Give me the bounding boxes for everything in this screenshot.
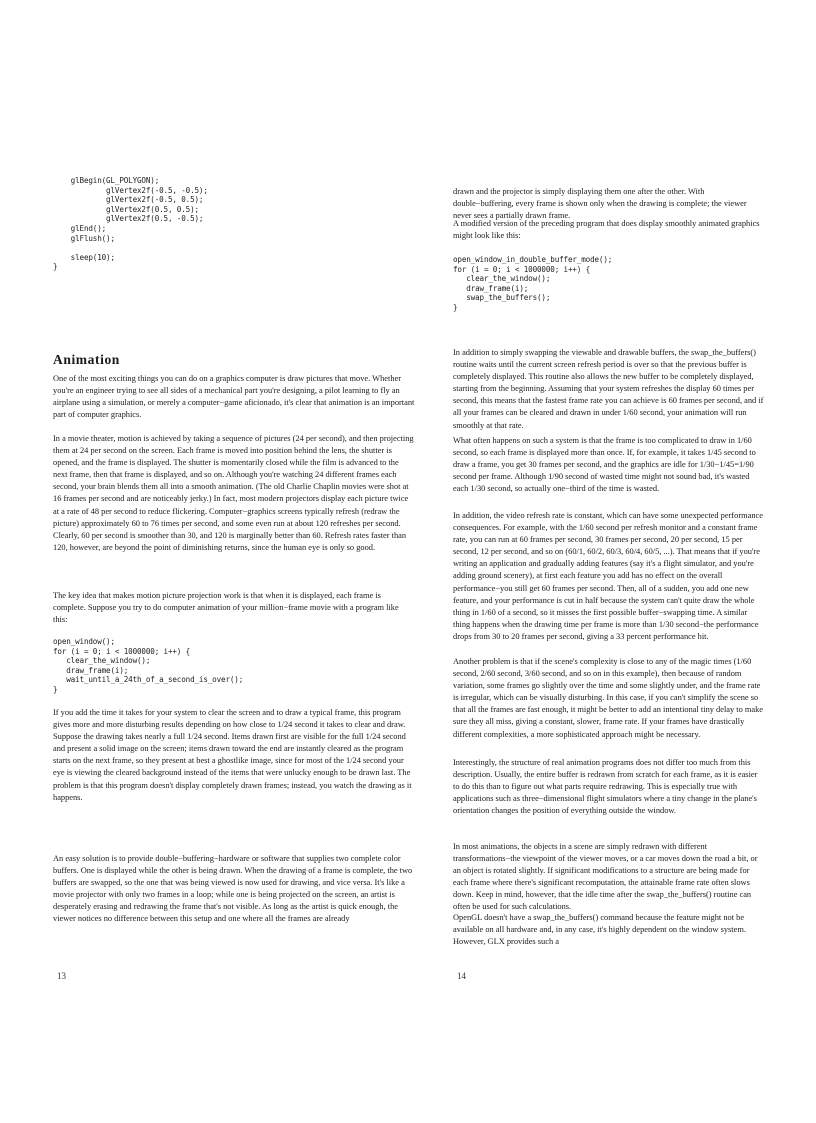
paragraph-opengl-glx: OpenGL doesn't have a swap_the_buffers() command because the feature might not be available on all hardware and, in any case, it's highly dependent on the window system. However, GLX provides such a bbox=[453, 913, 746, 947]
paragraph-intro: One of the most exciting things you can do on a graphics computer is draw pictures that move. Whether you're an engineer trying to see all sides of a mechanical part you're designing, a pilot learning to fly an airplane using a simulation, or merely a computer−game aficionado, it's clear that animation is an important part of computer graphics. bbox=[53, 374, 415, 420]
code-block-polygon: glBegin(GL_POLYGON); glVertex2f(-0.5, -0.5); glVertex2f(-0.5, 0.5); glVertex2f(0.5, 0.5); glVertex2f(0.5, -0.5); glEnd(); glFlush(); sleep(10); } bbox=[53, 176, 208, 272]
paragraph-double-buffering: An easy solution is to provide double−buffering−hardware or software that supplies two complete color buffers. One is displayed while the other is being drawn. When the drawing of a frame is complete, the two buffers are swapped, so the one that was being viewed is now used for drawing, and vice versa. It's like a movie projector with only two frames in a loop; while one is being projected on the screen, an artist is desperately erasing and redrawing the frame that's not visible. As long as the artist is quick enough, the viewer notices no difference between this setup and one where all the frames are already bbox=[53, 854, 413, 924]
code-block-double-buffer: open_window_in_double_buffer_mode(); for (i = 0; i < 1000000; i++) { clear_the_window(); draw_frame(i); swap_the_buffers(); } bbox=[453, 255, 613, 312]
paragraph-key-idea: The key idea that makes motion picture projection work is that when it is displayed, each frame is complete. Suppose you try to do computer animation of your million−frame movie with a program like this: bbox=[53, 591, 399, 625]
paragraph-clear-and-draw: If you add the time it takes for your system to clear the screen and to draw a typical frame, this program gives more and more disturbing results depending on how close to 1/24 second it takes to clear and draw. Suppose the drawing takes nearly a full 1/24 second. Items drawn first are visible for the full 1/24 second and present a solid image on the screen; items drawn toward the end are instantly cleared as the program starts on the next frame, so they present at best a ghostlike image, since for most of the 1/24 second your eye is viewing the cleared background instead of the items that were unlucky enough to be drawn last. The problem is that this program doesn't display completely drawn frames; instead, you watch the drawing as it happens. bbox=[53, 708, 412, 802]
code-block-single-buffer: open_window(); for (i = 0; i < 1000000; i++) { clear_the_window(); draw_frame(i); wait_until_a_24th_of_a_second_is_over(); } bbox=[53, 637, 244, 694]
paragraph-transformations: In most animations, the objects in a scene are simply redrawn with different transformations−the viewpoint of the viewer moves, or a car moves down the road a bit, or an object is rotated slightly. If significant modifications to a structure are being made for each frame where there's significant recomputation, the attainable frame rate often slows down. Keep in mind, however, that the idle time after the swap_the_buffers() routine can often be used for such calculations. bbox=[453, 842, 758, 912]
page-number-left: 13 bbox=[57, 971, 66, 981]
left-page bbox=[53, 0, 415, 1123]
paragraph-swap-buffers: In addition to simply swapping the viewable and drawable buffers, the swap_the_buffers() routine waits until the current screen refresh period is over so that the previous buffer is completely displayed. This routine also allows the new buffer to be completely displayed, starting from the beginning. Assuming that your system refreshes the display 60 times per second, this means that the fastest frame rate you can achieve is 60 frames per second, and if all your frames can be cleared and drawn in under 1/60 second, your animation will run smoothly at that rate. bbox=[453, 348, 764, 430]
paragraph-magic-times: Another problem is that if the scene's complexity is close to any of the magic times (1/60 second, 2/60 second, 3/60 second, and so on in this example), then because of random variation, some frames go slightly over the time and some slightly under, and the frame rate is irregular, which can be visually disturbing. In this case, if you can't simplify the scene so that all the frames are fast enough, it might be better to add an intentional tiny delay to make sure they all miss, giving a constant, slower, frame rate. If your frames have drastically different complexities, a more sophisticated approach might be necessary. bbox=[453, 657, 764, 739]
section-heading-animation: Animation bbox=[53, 352, 120, 367]
paragraph-structure: Interestingly, the structure of real animation programs does not differ too much from this description. Usually, the entire buffer is redrawn from scratch for each frame, as it is easier to do this than to figure out what parts require redrawing. This is especially true with applications such as three−dimensional flight simulators where a tiny change in the plane's orientation changes the position of everything outside the window. bbox=[453, 758, 758, 816]
paragraph-movie-theater: In a movie theater, motion is achieved by taking a sequence of pictures (24 per second), and then projecting them at 24 per second on the screen. Each frame is moved into position behind the lens, the shutter is opened, and the frame is displayed. The shutter is momentarily closed while the film is advanced to the next frame, then that frame is displayed, and so on. Although you're watching 24 different frames each second, your brain blends them all into a smooth animation. (The old Charlie Chaplin movies were shot at 16 frames per second and are noticeably jerky.) In fact, most modern projectors display each picture twice at a rate of 48 per second to reduce flickering. Computer−graphics screens typically refresh (redraw the picture) approximately 60 to 76 times per second, and some even run at about 120 refreshes per second. Clearly, 60 per second is smoother than 30, and 120 is marginally better than 60. Refresh rates faster than 120, however, are beyond the point of diminishing returns, since the human eye is only so good. bbox=[53, 434, 414, 552]
right-page bbox=[453, 0, 765, 1123]
paragraph-refresh-rate: In addition, the video refresh rate is constant, which can have some unexpected performance consequences. For example, with the 1/60 second per refresh monitor and a constant frame rate, you can run at 60 frames per second, 30 frames per second, 20 per second, 15 per second, 12 per second, and so on (60/1, 60/2, 60/3, 60/4, 60/5, ...). That means that if you're writing an application and gradually adding features (say it's a flight simulator, and you're adding ground scenery), at first each feature you add has no effect on the overall performance−you still get 60 frames per second. Then, all of a sudden, you add one new feature, and your performance is cut in half because the system can't quite draw the whole thing in 1/60 of a second, so it misses the first possible buffer−swapping time. A similar thing happens when the drawing time per frame is more than 1/30 second−the performance drops from 30 to 20 frames per second, giving a 33 percent performance hit. bbox=[453, 511, 763, 641]
paragraph-too-complicated: What often happens on such a system is that the frame is too complicated to draw in 1/60 second, so each frame is displayed more than once. If, for example, it takes 1/45 second to draw a frame, you get 30 frames per second, and the graphics are idle for 1/30−1/45=1/90 second per frame. Although 1/90 second of wasted time might not sound bad, it's wasted each 1/30 second, so actually one−third of the time is wasted. bbox=[453, 436, 756, 494]
paragraph-modified-version: A modified version of the preceding program that does display smoothly animated graphics might look like this: bbox=[453, 219, 760, 241]
page-number-right: 14 bbox=[457, 971, 466, 981]
paragraph-continued: drawn and the projector is simply displaying them one after the other. With double−buffering, every frame is shown only when the drawing is complete; the viewer never sees a partially drawn frame. bbox=[453, 187, 747, 221]
